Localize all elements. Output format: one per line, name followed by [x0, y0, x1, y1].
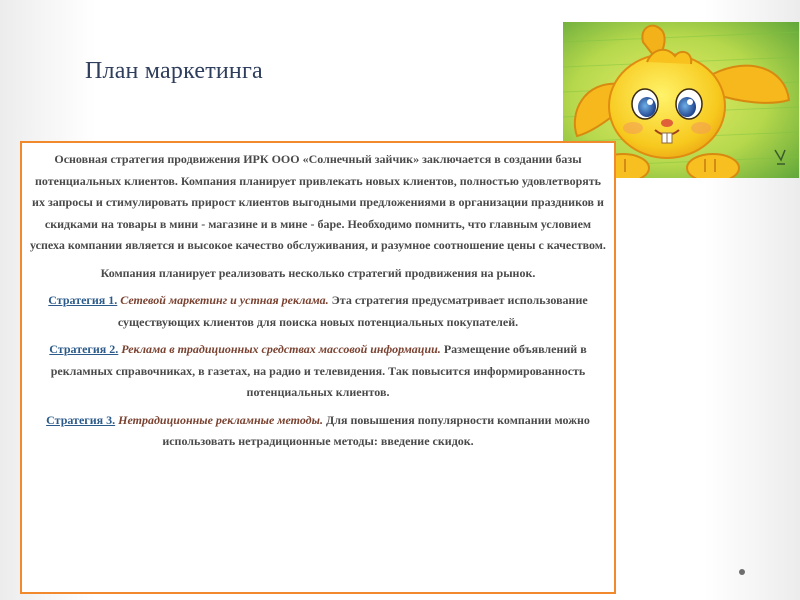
strategy-2-name: Реклама в традиционных средствах массовой информации.: [121, 342, 441, 356]
strategy-3-description: Для повышения популярности компании можно использовать нетрадиционные методы: введение скидок.: [162, 412, 590, 448]
strategy-1-name: Сетевой маркетинг и устная реклама.: [120, 293, 329, 307]
intro-paragraph: Основная стратегия продвижения ИРК ООО «Солнечный зайчик» заключается в создании базы потенциальных клиентов. Компания планирует привлекать новых клиентов, полностью удовлетворять их запросы и стимулировать прирост клиентов выгодными предложениями в организации праздников и скидками на товары в мини - магазине и в мине - баре. Необходимо помнить, что главным условием успеха компании является и высокое качество обслуживания, и разумное соотношение цены с качеством.: [30, 152, 606, 252]
marketing-plan-text-box: [20, 141, 616, 594]
strategy-2-paragraph: [30, 339, 606, 404]
strategy-2-label: Стратегия 2.: [49, 342, 119, 356]
slide-title: План маркетинга: [85, 58, 263, 84]
slide-nav-dot[interactable]: [739, 569, 745, 575]
strategy-3-name: Нетрадиционные рекламные методы.: [118, 412, 323, 427]
strategy-3-paragraph: [30, 410, 606, 453]
strategy-1-description: Эта стратегия предусматривает использование существующих клиентов для поиска новых потенциальных покупателей.: [117, 293, 588, 329]
strategy-3-label: Стратегия 3.: [46, 412, 116, 427]
strategy-1-paragraph: [30, 290, 606, 333]
strategy-1-label: Стратегия 1.: [48, 293, 118, 307]
strategy-2-description: Размещение объявлений в рекламных справочниках, в газетах, на радио и телевидения. Так повысится информированность потенциальных клиентов.: [50, 342, 587, 399]
summary-paragraph: Компания планирует реализовать несколько стратегий продвижения на рынок.: [100, 265, 536, 280]
